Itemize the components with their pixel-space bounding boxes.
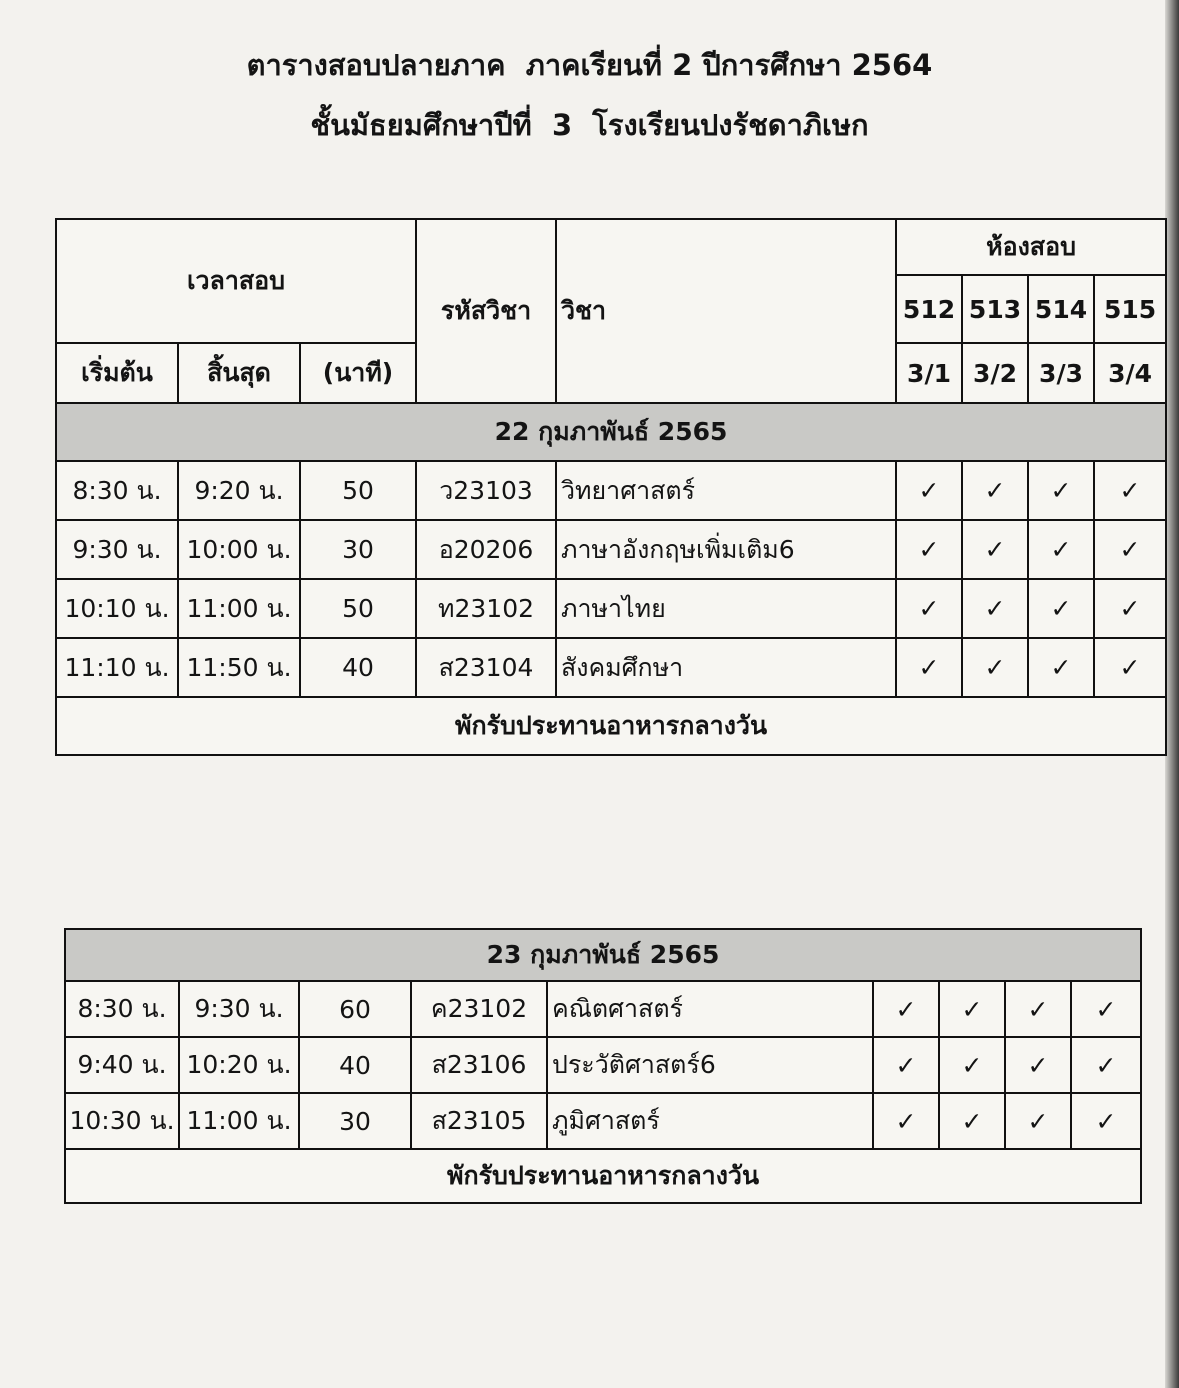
check-mark-icon: ✓ <box>1028 579 1094 638</box>
check-mark-icon: ✓ <box>1094 520 1166 579</box>
subject-code-cell: ส23106 <box>411 1037 547 1093</box>
minutes-cell: 60 <box>299 981 411 1037</box>
header-end: สิ้นสุด <box>178 343 300 403</box>
check-mark-icon: ✓ <box>1028 520 1094 579</box>
minutes-cell: 30 <box>300 520 416 579</box>
minutes-cell: 30 <box>299 1093 411 1149</box>
lunch-break-row: พักรับประทานอาหารกลางวัน <box>65 1149 1141 1203</box>
table-row <box>56 638 1166 697</box>
check-mark-icon: ✓ <box>1028 461 1094 520</box>
check-mark-icon: ✓ <box>1071 981 1141 1037</box>
page-title: ตารางสอบปลายภาค ภาคเรียนที่ 2 ปีการศึกษา 2564 <box>246 48 933 82</box>
subject-code-cell: ส23105 <box>411 1093 547 1149</box>
subject-cell: สังคมศึกษา <box>556 638 896 697</box>
header-exam-time: เวลาสอบ <box>56 219 416 343</box>
start-time-cell: 10:10 น. <box>56 579 178 638</box>
header-room: 513 <box>962 275 1028 343</box>
end-time-cell: 11:00 น. <box>179 1093 299 1149</box>
header-class: 3/3 <box>1028 343 1094 403</box>
end-time-cell: 11:00 น. <box>178 579 300 638</box>
check-mark-icon: ✓ <box>1005 1037 1071 1093</box>
start-time-cell: 9:30 น. <box>56 520 178 579</box>
check-mark-icon: ✓ <box>1028 638 1094 697</box>
header-exam-rooms: ห้องสอบ <box>896 219 1166 275</box>
subject-code-cell: อ20206 <box>416 520 556 579</box>
minutes-cell: 50 <box>300 461 416 520</box>
day-date-row: 23 กุมภาพันธ์ 2565 <box>65 929 1141 981</box>
subject-code-cell: ว23103 <box>416 461 556 520</box>
end-time-cell: 10:20 น. <box>179 1037 299 1093</box>
check-mark-icon: ✓ <box>1094 461 1166 520</box>
end-time-cell: 10:00 น. <box>178 520 300 579</box>
start-time-cell: 8:30 น. <box>65 981 179 1037</box>
check-mark-icon: ✓ <box>1071 1037 1141 1093</box>
table-row <box>56 461 1166 520</box>
check-mark-icon: ✓ <box>939 1037 1005 1093</box>
header-room: 512 <box>896 275 962 343</box>
subject-cell: ประวัติศาสตร์6 <box>547 1037 873 1093</box>
subject-cell: คณิตศาสตร์ <box>547 981 873 1037</box>
check-mark-icon: ✓ <box>962 461 1028 520</box>
check-mark-icon: ✓ <box>1094 638 1166 697</box>
end-time-cell: 9:20 น. <box>178 461 300 520</box>
check-mark-icon: ✓ <box>962 579 1028 638</box>
minutes-cell: 50 <box>300 579 416 638</box>
page-subtitle: ชั้นมัธยมศึกษาปีที่ 3 โรงเรียนปงรัชดาภิเษก <box>310 108 869 142</box>
check-mark-icon: ✓ <box>1094 579 1166 638</box>
check-mark-icon: ✓ <box>962 638 1028 697</box>
header-room: 514 <box>1028 275 1094 343</box>
check-mark-icon: ✓ <box>873 1037 939 1093</box>
check-mark-icon: ✓ <box>1005 981 1071 1037</box>
header-subject-code: รหัสวิชา <box>416 219 556 403</box>
header-start: เริ่มต้น <box>56 343 178 403</box>
minutes-cell: 40 <box>300 638 416 697</box>
end-time-cell: 9:30 น. <box>179 981 299 1037</box>
header-subject: วิชา <box>556 219 896 403</box>
day-date-row: 22 กุมภาพันธ์ 2565 <box>56 403 1166 461</box>
check-mark-icon: ✓ <box>939 1093 1005 1149</box>
start-time-cell: 9:40 น. <box>65 1037 179 1093</box>
check-mark-icon: ✓ <box>896 520 962 579</box>
table-row <box>56 520 1166 579</box>
start-time-cell: 11:10 น. <box>56 638 178 697</box>
header-room: 515 <box>1094 275 1166 343</box>
header-class: 3/4 <box>1094 343 1166 403</box>
subject-cell: ภาษาไทย <box>556 579 896 638</box>
check-mark-icon: ✓ <box>1005 1093 1071 1149</box>
header-class: 3/1 <box>896 343 962 403</box>
start-time-cell: 10:30 น. <box>65 1093 179 1149</box>
check-mark-icon: ✓ <box>896 579 962 638</box>
subject-code-cell: ส23104 <box>416 638 556 697</box>
start-time-cell: 8:30 น. <box>56 461 178 520</box>
subject-code-cell: ท23102 <box>416 579 556 638</box>
lunch-break-row: พักรับประทานอาหารกลางวัน <box>56 697 1166 755</box>
exam-table-day-1 <box>55 218 1167 756</box>
subject-cell: วิทยาศาสตร์ <box>556 461 896 520</box>
subject-cell: ภูมิศาสตร์ <box>547 1093 873 1149</box>
check-mark-icon: ✓ <box>896 461 962 520</box>
check-mark-icon: ✓ <box>873 1093 939 1149</box>
check-mark-icon: ✓ <box>939 981 1005 1037</box>
minutes-cell: 40 <box>299 1037 411 1093</box>
header-minutes: (นาที) <box>300 343 416 403</box>
exam-table-day-2 <box>64 928 1142 1204</box>
subject-cell: ภาษาอังกฤษเพิ่มเติม6 <box>556 520 896 579</box>
end-time-cell: 11:50 น. <box>178 638 300 697</box>
header-class: 3/2 <box>962 343 1028 403</box>
table-row <box>65 981 1141 1037</box>
check-mark-icon: ✓ <box>896 638 962 697</box>
subject-code-cell: ค23102 <box>411 981 547 1037</box>
table-row <box>56 579 1166 638</box>
table-row <box>65 1037 1141 1093</box>
check-mark-icon: ✓ <box>962 520 1028 579</box>
page-edge-shadow <box>1165 0 1179 1388</box>
check-mark-icon: ✓ <box>1071 1093 1141 1149</box>
check-mark-icon: ✓ <box>873 981 939 1037</box>
table-row <box>65 1093 1141 1149</box>
